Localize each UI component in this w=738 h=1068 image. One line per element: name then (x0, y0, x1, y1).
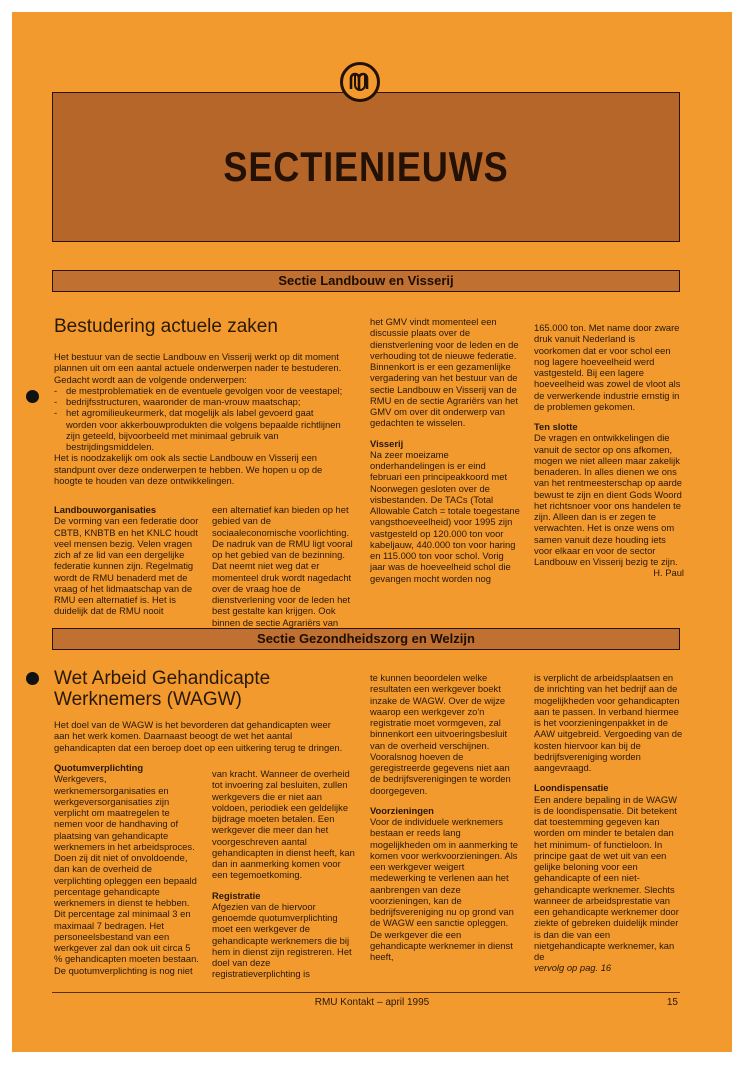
subheading: Registratie (212, 889, 261, 901)
body-text: Voor de individuele werknemers bestaan er reeds lang mogelijkheden om in aanmerking te komen voor werkvoorzieningen. Als een werkgever weigert medewerking te verlenen aan het aanbrengen van deze voorzieningen, kan de bedrijfsvereniging nu op grond van de WAGW een sanctie opleggen. De werkgever die een gehandicapte werknemer in dienst heeft, (370, 816, 518, 962)
article-landbouw-intro (54, 351, 344, 486)
footer-rule (52, 992, 680, 993)
masthead-title: SECTIENIEUWS (223, 143, 509, 190)
intro-paragraph: Het bestuur van de sectie Landbouw en Visserij werkt op dit moment plannen uit om een aantal actuele onderwerpen nader te bestuderen. Gedacht wordt aan de volgende onderwerpen: (54, 351, 342, 385)
list-item: - het agromilieukeurmerk, dat mogelijk als label gevoerd gaat worden voor akkerbouwprodukten die volgens bepaalde richtlijnen zijn geteeld, bijvoorbeeld met minimaal gebruik van bestrijdingsmiddelen. (54, 407, 344, 452)
magazine-page (12, 12, 732, 1052)
subheading: Landbouworganisaties (54, 504, 157, 515)
body-text: van kracht. Wanneer de overheid tot invoering zal besluiten, zullen werkgevers die er niet aan voldoen, periodiek een geldelijke bijdrage moeten betalen. Een werkgever die meer dan het voorgeschreven aantal gehandicapten in dienst heeft, kan dan in aanmerking komen voor een tegemoetkoming. (212, 768, 355, 881)
section-band-landbouw: Sectie Landbouw en Visserij (52, 270, 680, 292)
article-landbouw-col3 (370, 316, 520, 584)
topic-list (54, 385, 344, 453)
margin-dot-icon (26, 672, 39, 685)
subheading: Ten slotte (534, 421, 578, 432)
body-text: 165.000 ton. Met name door zware druk vanuit Nederland is voorkomen dat er voor schol een nog lagere hoeveelheid werd vastgesteld. Bij een lagere hoeveelheid was zowel de vloot als de verwerkende industrie ernstig in de problemen gekomen. (534, 322, 681, 412)
body-text: Na zeer moeizame onderhandelingen is er eind februari een principeakkoord met Noorwegen gesloten over de visbestanden. De TACs (Total Allowable Catch = totale toegestane vangsthoeveelheid) voor 1995 zijn vastgesteld op 120.000 ton voor kabeljauw, 440.000 ton voor haring en 115.000 ton voor schol. Vorig jaar was de hoeveelheid schol die gevangen mocht worden nog (370, 448, 520, 584)
article-wagw-col2 (212, 768, 357, 980)
body-text: het GMV vindt momenteel een discussie plaats over de dienstverlening voor de leden en de verhouding tot de nieuwe federatie. Binnenkort is er een gezamenlijke vergadering van het bestuur van de sectie Landbouw en Visserij van de RMU en de sectie Agrariërs van het GMV om over dit onderwerp van gedachten te wisselen. (370, 316, 519, 429)
body-text: Afgezien van de hiervoor genoemde quotumverplichting moet een werkgever de gehandicapte werknemers die bij hem in dienst zijn registreren. Het doel van deze registratieverplichting is (212, 900, 352, 980)
masthead-frame (52, 92, 680, 242)
article-landbouw-col4 (534, 322, 684, 579)
article-wagw-intro (54, 719, 344, 753)
article-wagw-col1 (54, 756, 199, 976)
article-wagw-col4 (534, 672, 684, 974)
body-text: te kunnen beoordelen welke resultaten een werkgever boekt inzake de WAGW. Over de wijze waarop een werkgever zo'n registratie moet vormgeven, zal binnenkort een uitvoeringsbesluit van de overheid verschijnen. Vooralsnog hoeven de geregistreerde gegevens niet aan de bedrijfsverenigingen te worden doorgegeven. (370, 672, 511, 796)
outro-paragraph: Het is noodzakelijk om ook als sectie Landbouw en Visserij een standpunt over deze onderwerpen te hebben. We hopen u op de hoogte te houden van deze ontwikkelingen. (54, 452, 323, 486)
list-item: - bedrijfsstructuren, waaronder de man-vrouw maatschap; (54, 396, 344, 407)
body-text: Een andere bepaling in de WAGW is de loondispensatie. Dit betekent dat toestemming gegeven kan worden om minder te betalen dan het minimum- of functieloon. In principe gaat de wet uit van een gelijke beloning voor een gehandicapte of een niet-gehandicapte werknemer. Slechts wanneer de arbeidsprestatie van een gehandicapte werknemer door ziekte of gebreken duidelijk minder is dan die van een nietgehandicapte werknemer, kan de (534, 793, 679, 962)
headline-landbouw: Bestudering actuele zaken (54, 316, 278, 337)
headline-wagw: Wet Arbeid Gehandicapte Werknemers (WAGW) (54, 668, 271, 710)
intro-paragraph: Het doel van de WAGW is het bevorderen dat gehandicapten weer aan het werk komen. Daarnaast beoogt de wet het aantal gehandicapten dat een beroep doet op een uitkering terug te dringen. (54, 719, 343, 753)
article-landbouw-col2 (212, 504, 357, 628)
body-text: De vragen en ontwikkelingen die vanuit de sector op ons afkomen, mogen we niet alleen maar zakelijk benaderen. In alles dienen we ons van het rentmeesterschap op aarde bewust te zijn en dient Gods Woord het richtsnoer voor ons handelen te zijn. Alleen dan is er zegen te verwachten. Het is onze wens om samen vanuit deze houding iets voor elkaar en voor de sector Landbouw en Visserij bezig te zijn. (534, 432, 683, 567)
body-text: een alternatief kan bieden op het gebied van de sociaaleconomische voorlichting. De nadruk van de RMU ligt vooral op het gebied van de bezinning. Dat neemt niet weg dat er momenteel druk wordt nagedacht over de vraag hoe de dienstverlening voor de leden het best gestalte kan krijgen. Ook binnen de sectie Agrariërs van (212, 504, 353, 628)
list-item: - de mestproblematiek en de eventuele gevolgen voor de veestapel; (54, 385, 344, 396)
subheading: Loondispensatie (534, 782, 609, 794)
margin-dot-icon (26, 390, 39, 403)
page-number: 15 (666, 997, 678, 1008)
subheading: Visserij (370, 437, 404, 449)
rmu-logo-icon (340, 62, 380, 102)
article-landbouw-col1b (54, 498, 199, 617)
subheading: Quotumverplichting (54, 762, 144, 773)
continued-link[interactable]: vervolg op pag. 16 (534, 962, 612, 974)
subheading: Voorzieningen (370, 804, 434, 816)
section-band-gezondheidszorg: Sectie Gezondheidszorg en Welzijn (52, 628, 680, 650)
article-wagw-col3 (370, 672, 520, 962)
body-text: De vorming van een federatie door CBTB, KNBTB en het KNLC houdt veel mensen bezig. Velen vragen zich af ze lid van een dergelijke federatie kunnen zijn. Regelmatig wordt de RMU benaderd met de vraag of het lidmaatschap van de RMU een alternatief is. Het is duidelijk dat de RMU nooit (54, 515, 199, 617)
author-signature: H. Paul (653, 567, 684, 579)
body-text: is verplicht de arbeidsplaatsen en de inrichting van het bedrijf aan de mogelijkheden voor gehandicapten aan te passen. In verband hiermee is het voorzieningenpakket in de AAW uitgebreid. Vergoeding van de kosten hiervoor kan bij de bedrijfsvereniging worden aangevraagd. (534, 672, 683, 773)
footer-publication: RMU Kontakt – april 1995 (314, 997, 430, 1008)
body-text: Werkgevers, werknemersorganisaties en werkgeversorganisaties zijn verplicht om maatregelen te nemen voor de handhaving of plaatsing van gehandicapte werknemers in het arbeidsproces. Doen zij dit niet of onvoldoende, dan kan de overheid de verplichting opleggen een bepaald percentage gehandicapte werknemers in dienst te hebben. Dit percentage zal minimaal 3 en maximaal 7 bedragen. Het personeelsbestand van een werkgever zal dan ook uit circa 5 % gehandicapten moeten bestaan. De quotumverplichting is nog niet (54, 773, 199, 976)
